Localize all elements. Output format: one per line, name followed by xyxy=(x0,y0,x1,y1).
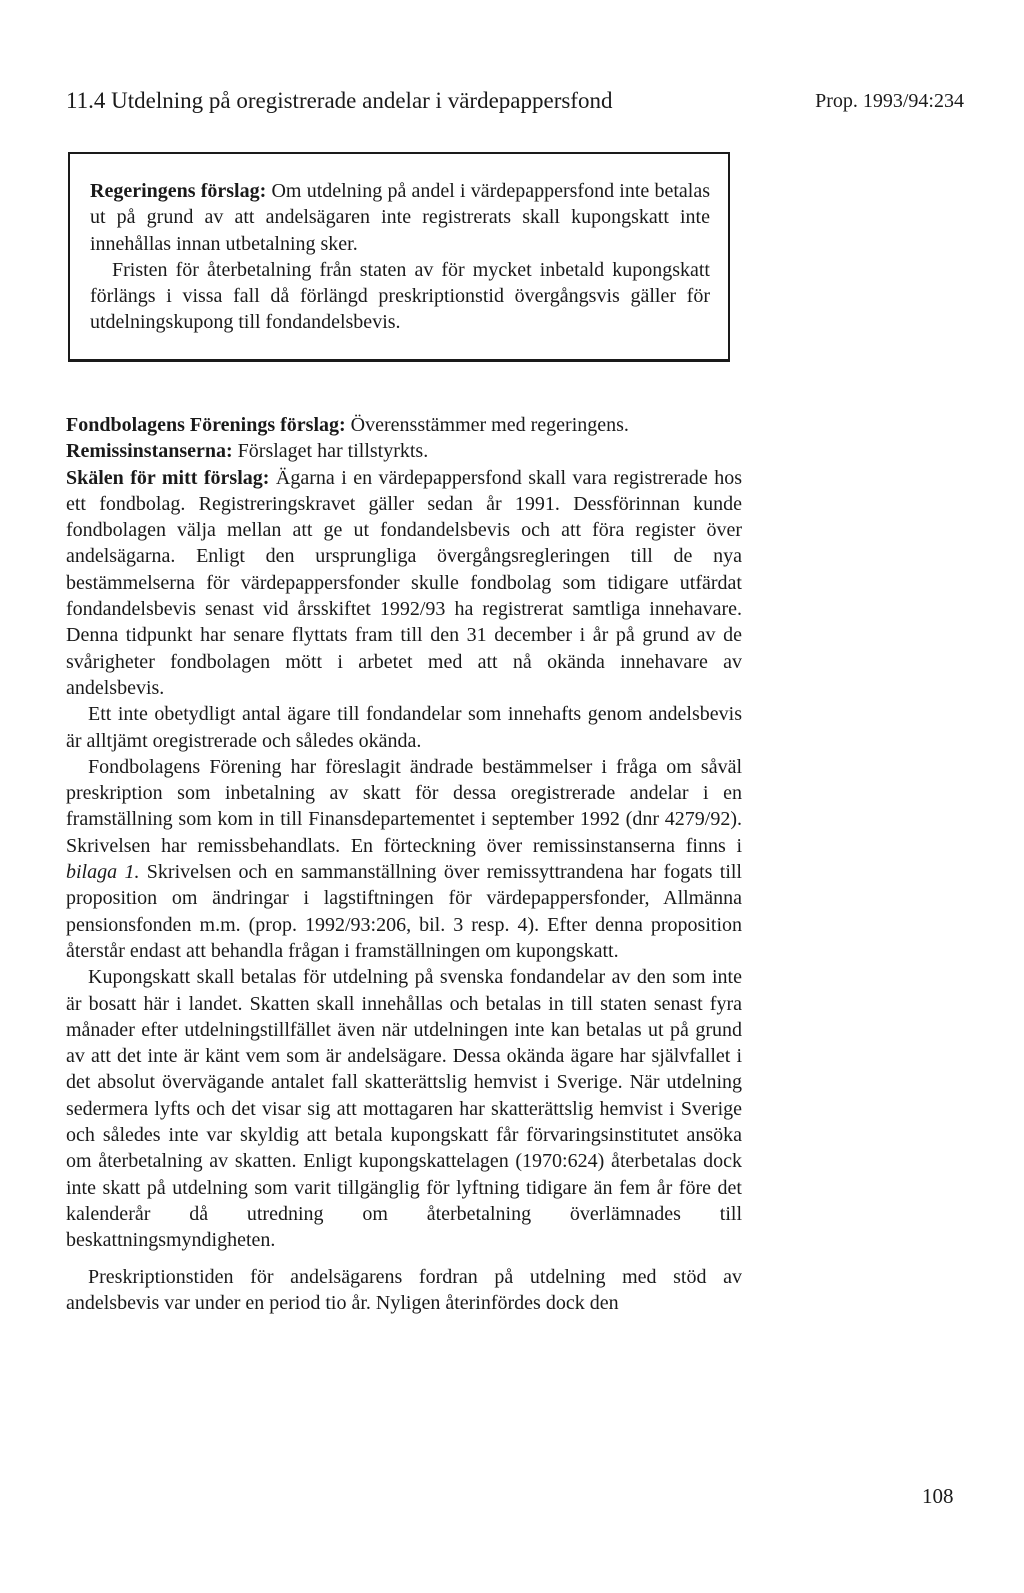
proposal-second-paragraph: Fristen för återbetalning från staten av för mycket inbetald kupongskatt förlängs i vissa fall då förlängd preskriptionstid övergångsvis gäller för utdelningskupong till fondandelsbevis. xyxy=(90,258,710,334)
reasons-paragraph xyxy=(66,465,742,702)
body-text xyxy=(66,412,742,1316)
association-lead: Fondbolagens Förenings förslag: xyxy=(66,414,346,436)
association-text: Överensstämmer med regeringens. xyxy=(345,414,629,436)
proposal-lead: Regeringens förslag: xyxy=(90,180,267,202)
prescription-paragraph: Preskriptionstiden för andelsägarens fordran på utdelning med stöd av andelsbevis var under en period tio år. Nyligen återinfördes dock den xyxy=(66,1265,742,1314)
government-proposal-box xyxy=(68,152,730,362)
page-number: 108 xyxy=(922,1484,954,1508)
referral-bodies xyxy=(66,438,742,464)
request-text-a: Fondbolagens Förening har föreslagit ändrade bestämmelser i fråga om såväl preskription som inbetalning av skatt för dessa oregistrerade andelar i en framställning som kom in till Finansdepartementet i september 1992 (dnr 4279/92). Skrivelsen har remissbehandlats. En förteckning över remissinstanserna finns i xyxy=(66,755,742,857)
reasons-lead: Skälen för mitt förslag: xyxy=(66,466,270,489)
request-text-b: Skrivelsen och en sammanställning över remissyttrandena har fogats till proposition om ändringar i lagstiftningen för värdepappersfonder, Allmänna pensionsfonden m.m. (prop. 1992/93:206, bil. 3 resp. 4). Efter denna proposition återstår endast att behandla frågan i framställningen om kupongskatt. xyxy=(66,861,742,962)
proposition-reference: Prop. 1993/94:234 xyxy=(815,90,964,112)
proposal-paragraph xyxy=(90,178,710,257)
coupon-tax-paragraph: Kupongskatt skall betalas för utdelning på svenska fondandelar av den som inte är bosatt här i landet. Skatten skall innehållas och betalas in till staten senast fyra månader efter utdelningstillfället även när utdelningen inte kan betalas ut på grund av att det inte är känt vem som är andelsägare. Dessa okända ägare har självfallet i det absolut övervägande antalet fall skatterättslig hemvist i Sverige. När utdelning sedermera lyfts och det visar sig att mottagaren har skatterättslig hemvist i Sverige och således inte var skyldig att betala kupongskatt får förvaringsinstitutet ansöka om återbetalning av skatten. Enligt kupongskattelagen (1970:624) återbetalas dock inte skatt på utdelning som varit tillgänglig för lyftning tidigare än fem år före det kalenderår då utredning om återbetalning överlämnades till beskattningsmyndigheten. xyxy=(66,966,742,1252)
appendix-reference: bilaga 1. xyxy=(66,861,140,884)
association-request-paragraph xyxy=(66,754,742,964)
association-proposal xyxy=(66,412,742,438)
referral-lead: Remissinstanserna: xyxy=(66,440,233,463)
reasons-text: Ägarna i en värdepappersfond skall vara registrerade hos ett fondbolag. Registreringskravet gäller sedan år 1991. Dessförinnan kunde fondbolagen välja mellan att ge ut fondandelsbevis och att föra register över andelsägarna. Enligt den ursprungliga övergångsregleringen till de nya bestämmelserna för värdepappersfonder skulle fondbolag som tidigare utfärdat fondandelsbevis senast vid årsskiftet 1992/93 ha registrerat samtliga innehavare. Denna tidpunkt har senare flyttats fram till den 31 december i år på grund av de svårigheter fondbolagen mött i arbetet med att nå okända innehavare av andelsbevis. xyxy=(66,466,742,699)
referral-text: Förslaget har tillstyrkts. xyxy=(232,440,429,463)
section-title: 11.4 Utdelning på oregistrerade andelar i värdepappersfond xyxy=(66,88,613,113)
unregistered-owners-paragraph: Ett inte obetydligt antal ägare till fondandelar som innehafts genom andelsbevis är alltjämt oregistrerade och således okända. xyxy=(66,703,742,752)
page-header xyxy=(66,88,964,122)
proposal-text: Om utdelning på andel i värdepappersfond inte betalas ut på grund av att andelsägaren inte registrerats skall kupongskatt inte innehållas innan utbetalning sker. xyxy=(90,180,710,255)
